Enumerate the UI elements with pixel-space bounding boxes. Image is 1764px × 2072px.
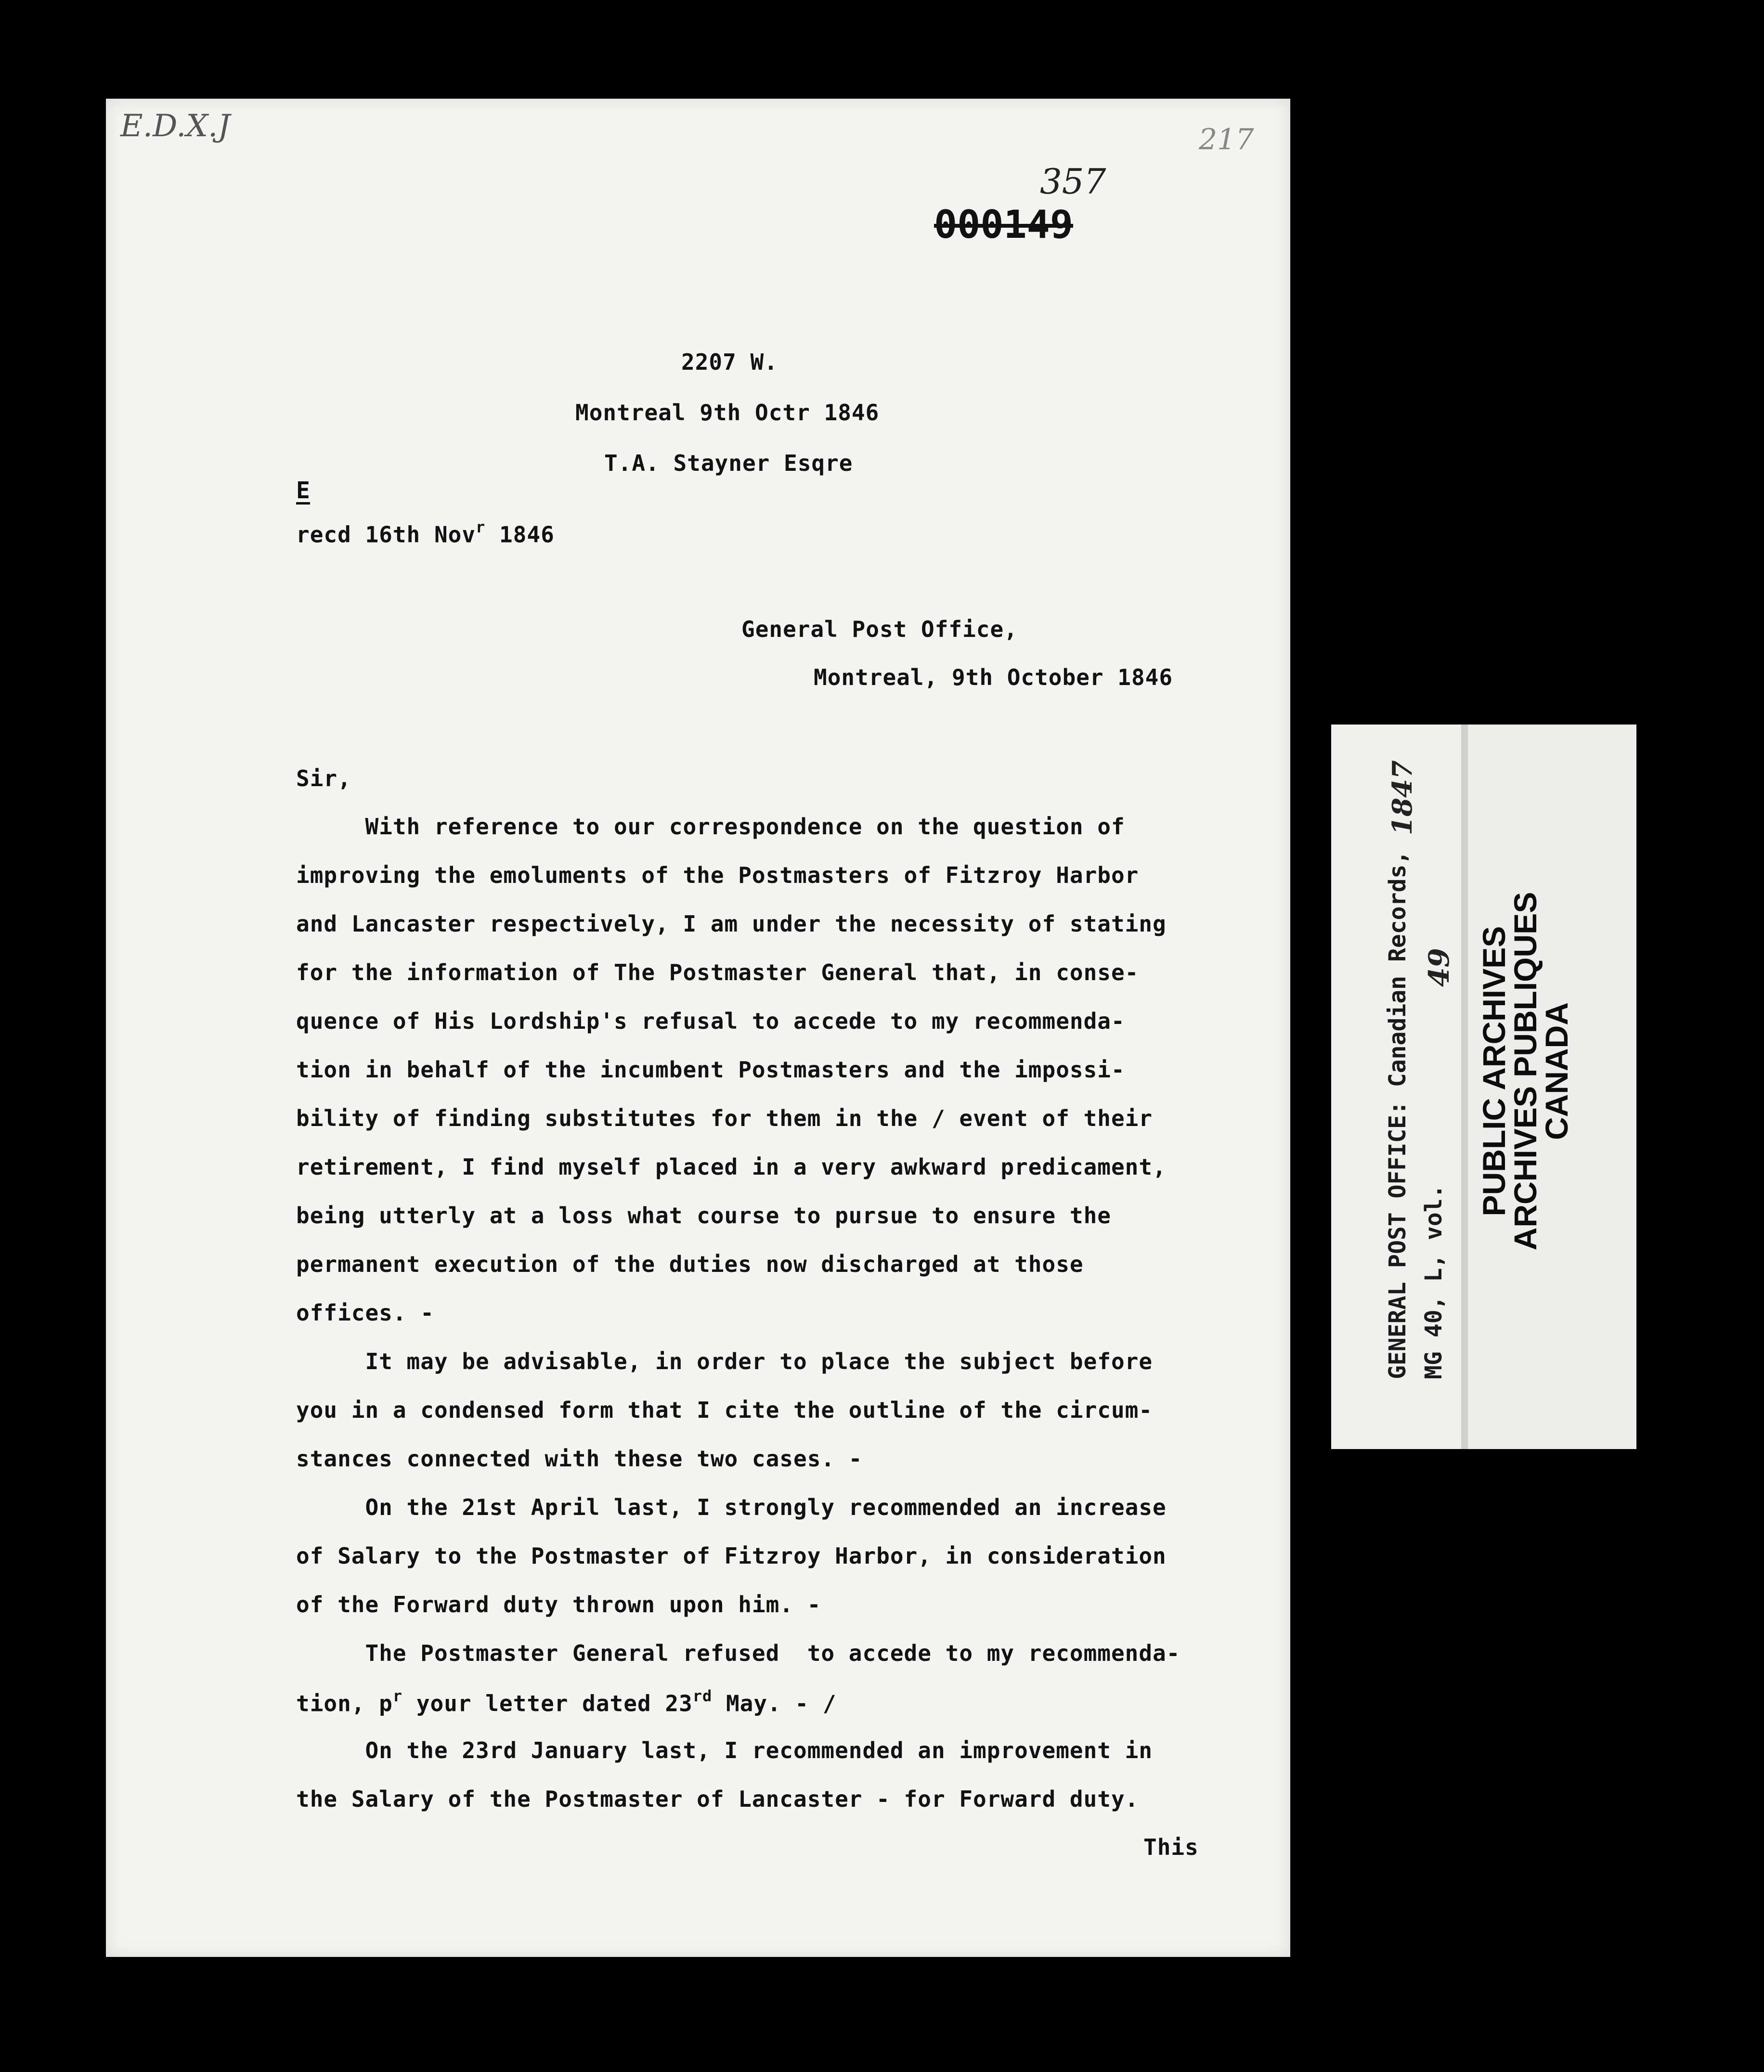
received-prefix: recd 16th Nov [296, 521, 476, 548]
line-part: your letter dated 23 [402, 1690, 693, 1717]
received-date [296, 520, 555, 547]
document-page [106, 99, 1290, 1957]
salutation: Sir, [296, 765, 351, 791]
body-line: of Salary to the Postmaster of Fitzroy Harbor, in consideration [296, 1543, 1167, 1569]
body-line: being utterly at a loss what course to pursue to ensure the [296, 1203, 1111, 1229]
docket-place-date: Montreal 9th Octr 1846 [575, 400, 880, 426]
body-line-with-superscripts [296, 1689, 837, 1716]
docket-mark: E [296, 477, 310, 504]
handwritten-page-number: 357 [1040, 161, 1106, 202]
handwritten-corner-note: E.D.X.J [120, 108, 230, 144]
body-line: On the 23rd January last, I recommended an improvement in [296, 1737, 1153, 1763]
body-line: The Postmaster General refused to accede to my recommenda- [296, 1640, 1180, 1666]
body-line: you in a condensed form that I cite the outline of the circum- [296, 1397, 1153, 1423]
body-line: retirement, I find myself placed in a very awkward predicament, [296, 1154, 1167, 1180]
line-part: tion, p [296, 1690, 393, 1717]
header-office: General Post Office, [741, 616, 1018, 642]
handwritten-folio-number: 217 [1199, 123, 1254, 156]
line-superscript: rd [692, 1687, 713, 1705]
body-line: offices. - [296, 1300, 434, 1326]
body-line: improving the emoluments of the Postmasters of Fitzroy Harbor [296, 862, 1139, 888]
archive-country: CANADA [1539, 1002, 1574, 1140]
body-line: for the information of The Postmaster General that, in conse- [296, 959, 1139, 985]
body-line: the Salary of the Postmaster of Lancaster - for Forward duty. [296, 1786, 1139, 1812]
body-line: With reference to our correspondence on the question of [296, 814, 1125, 840]
archive-name-french: ARCHIVES PUBLIQUES [1507, 892, 1543, 1251]
line-part: May. - / [712, 1690, 837, 1717]
body-line: permanent execution of the duties now discharged at those [296, 1251, 1084, 1277]
body-line: It may be advisable, in order to place the subject before [296, 1348, 1153, 1374]
body-line: and Lancaster respectively, I am under the necessity of stating [296, 911, 1167, 937]
archive-volume-reference: MG 40, L, vol. [1420, 1184, 1447, 1379]
body-line: tion in behalf of the incumbent Postmasters and the impossi- [296, 1057, 1125, 1083]
body-line: stances connected with these two cases. - [296, 1446, 863, 1472]
handwritten-year: 1847 [1387, 760, 1418, 835]
body-line: quence of His Lordship's refusal to accede to my recommenda- [296, 1008, 1125, 1034]
received-suffix: 1846 [485, 521, 555, 548]
handwritten-volume: 49 [1423, 948, 1455, 987]
header-date: Montreal, 9th October 1846 [814, 664, 1173, 690]
docket-correspondent: T.A. Stayner Esqre [604, 450, 853, 476]
line-superscript: r [392, 1687, 403, 1705]
body-line: bility of finding substitutes for them in the / event of their [296, 1105, 1153, 1131]
catchword: This [1143, 1834, 1199, 1860]
body-line: of the Forward duty thrown upon him. - [296, 1592, 821, 1618]
archive-record-group: GENERAL POST OFFICE: Canadian Records, [1384, 850, 1411, 1379]
received-superscript: r [476, 518, 486, 536]
docket-number: 2207 W. [681, 349, 778, 375]
archive-name-english: PUBLIC ARCHIVES [1476, 926, 1512, 1217]
struck-through-number: 000149 [934, 202, 1073, 247]
body-line: On the 21st April last, I strongly recommended an increase [296, 1494, 1167, 1520]
